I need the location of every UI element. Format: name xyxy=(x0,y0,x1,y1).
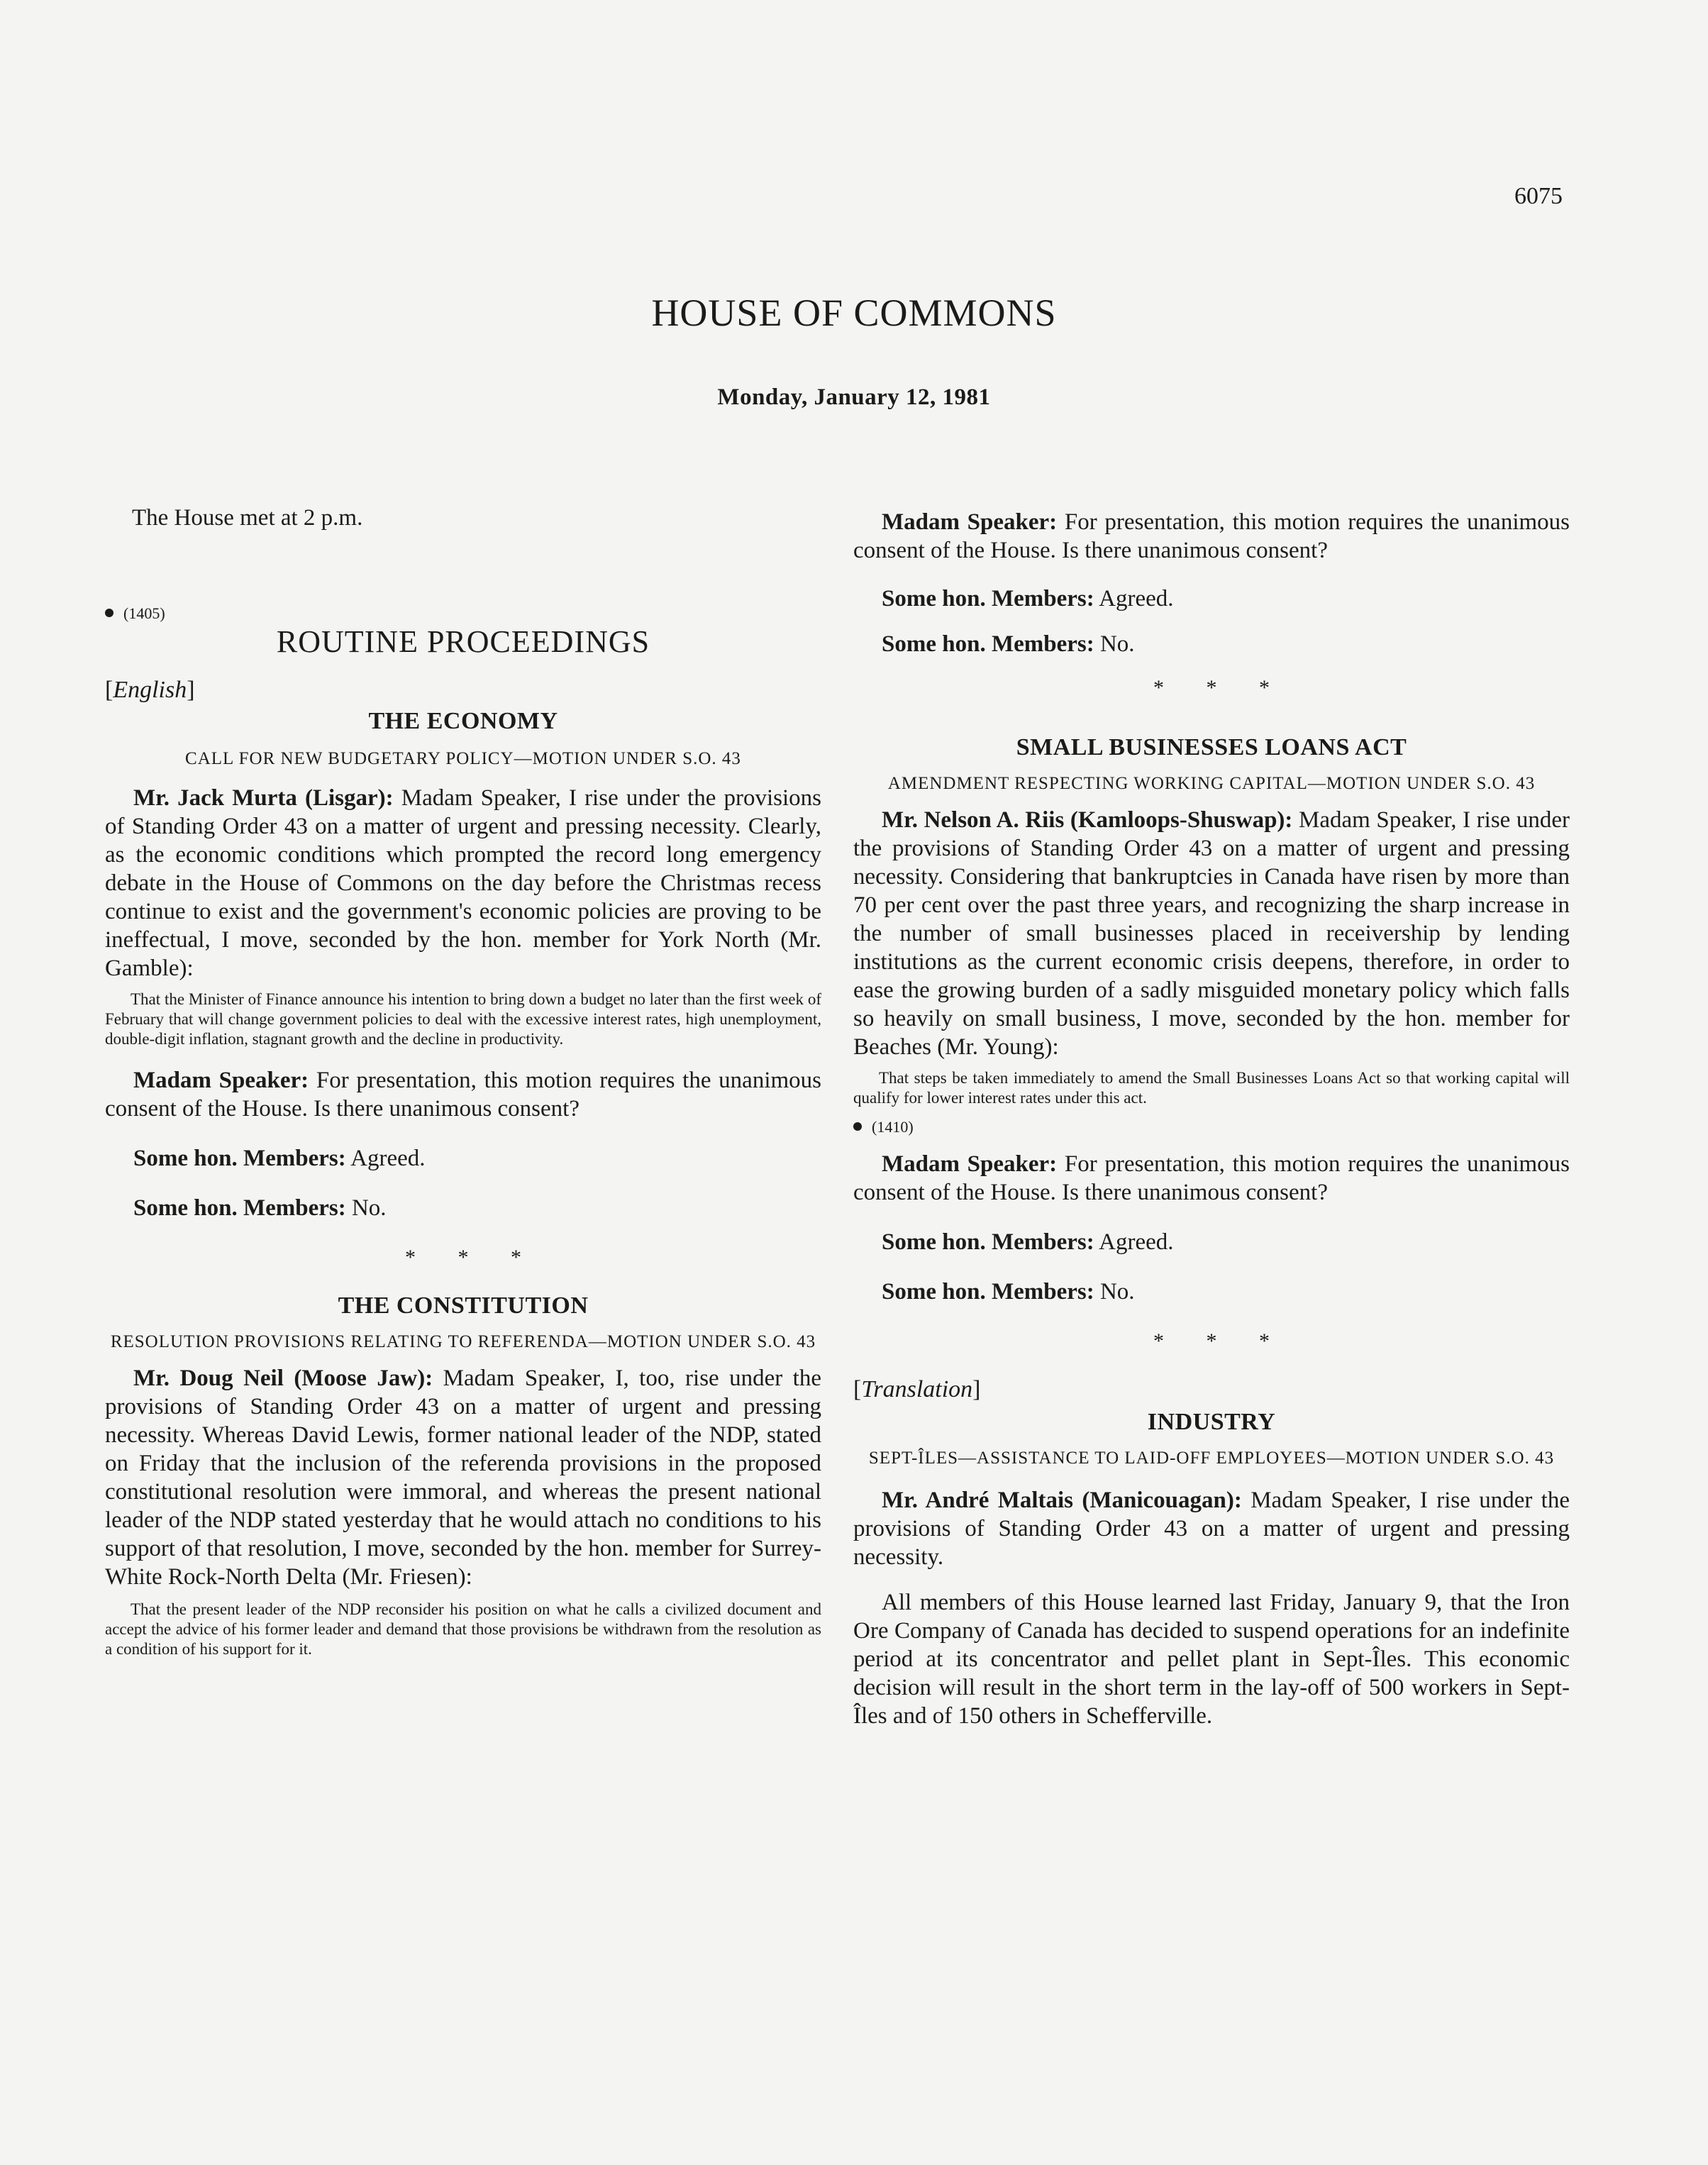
members-no: Some hon. Members: No. xyxy=(133,1195,387,1221)
speech-text: Madam Speaker, I rise under the provisions of Standing Order 43 on a matter of urgent and pressing necessity. xyxy=(853,1488,1570,1570)
maltais-speech xyxy=(853,1486,1570,1571)
page-header xyxy=(0,291,1708,411)
section-divider: * * * xyxy=(1153,676,1288,699)
opening-line: The House met at 2 p.m. xyxy=(132,505,363,531)
industry-subheading: SEPT-ÎLES—ASSISTANCE TO LAID-OFF EMPLOYEES—MOTION UNDER S.O. 43 xyxy=(868,1449,1555,1468)
constitution-subheading: RESOLUTION PROVISIONS RELATING TO REFERENDA—MOTION UNDER S.O. 43 xyxy=(110,1332,816,1351)
madam-speaker-statement: Madam Speaker: For presentation, this motion requires the unanimous consent of the House. Is there unanimous consent? xyxy=(853,1151,1570,1205)
bullet-icon xyxy=(853,1122,862,1131)
economy-motion: That the Minister of Finance announce his intention to bring down a budget no later than the first week of February that will change government policies to deal with the excessive interest rates, high unemployment, double-digit inflation, stagnant growth and the decline in productivity. xyxy=(105,990,821,1048)
speech-text: Madam Speaker, I rise under the provisions of Standing Order 43 on a matter of urgent and pressing necessity. Considering that bankruptcies in Canada have risen by more than 70 per cent over the past three years, and recognizing the sharp increase in the number of small businesses placed in receivership by lending institutions as the current economic crisis deepens, therefore, in order to ease the growing burden of a sadly misguided monetary policy which falls so heavily on small business, I move, seconded by the hon. member for Beaches (Mr. Young): xyxy=(853,807,1570,1060)
neil-speech xyxy=(105,1364,821,1591)
section-divider: * * * xyxy=(1153,1329,1288,1353)
page-title: HOUSE OF COMMONS xyxy=(651,292,1057,334)
madam-speaker-statement: Madam Speaker: For presentation, this motion requires the unanimous consent of the House. Is there unanimous consent? xyxy=(853,509,1570,563)
timestamp-1405: (1405) xyxy=(105,597,821,628)
left-column xyxy=(105,497,821,1659)
language-tag-english: [English] xyxy=(105,677,195,703)
industry-paragraph: All members of this House learned last Friday, January 9, that the Iron Ore Company of Canada has decided to suspend operations for an indefinite period at its concentrator and pellet plant in Sept-Îles. This economic decision will result in the short term in the lay-off of 500 workers in Sept-Îles and of 150 others in Schefferville. xyxy=(853,1590,1570,1729)
small-business-heading: SMALL BUSINESSES LOANS ACT xyxy=(1016,734,1407,760)
members-no: Some hon. Members: No. xyxy=(882,1279,1135,1305)
right-column xyxy=(853,497,1570,1730)
small-business-subheading: AMENDMENT RESPECTING WORKING CAPITAL—MOTION UNDER S.O. 43 xyxy=(887,774,1536,793)
speech-text: Madam Speaker, I rise under the provisions of Standing Order 43 on a matter of urgent and pressing necessity. Clearly, as the economic conditions which prompted the record long emergency debate in the House of Commons on the day before the Christmas recess continue to exist and the government's economic policies are proving to be ineffectual, I move, seconded by the hon. member for York North (Mr. Gamble): xyxy=(105,785,821,981)
sitting-date: Monday, January 12, 1981 xyxy=(717,384,991,410)
speaker-name: Mr. Nelson A. Riis (Kamloops-Shuswap): xyxy=(882,807,1293,833)
industry-heading: INDUSTRY xyxy=(1147,1409,1276,1435)
murta-speech xyxy=(105,784,821,982)
members-agreed: Some hon. Members: Agreed. xyxy=(882,1229,1174,1255)
routine-proceedings-heading: ROUTINE PROCEEDINGS xyxy=(276,624,650,659)
members-agreed: Some hon. Members: Agreed. xyxy=(882,586,1174,611)
speaker-name: Mr. Doug Neil (Moose Jaw): xyxy=(133,1366,433,1391)
small-business-motion: That steps be taken immediately to amend the Small Businesses Loans Act so that working capital will qualify for lower interest rates under this act. xyxy=(853,1069,1570,1107)
speech-text: Madam Speaker, I, too, rise under the provisions of Standing Order 43 on a matter of urgent and pressing necessity. Whereas David Lewis, former national leader of the NDP, stated on Friday that the inclusion of the referenda provisions in the proposed constitutional resolution were immoral, and whereas the present national leader of the NDP stated yesterday that he would attach no conditions to his support of that resolution, I move, seconded by the hon. member for Surrey-White Rock-North Delta (Mr. Friesen): xyxy=(105,1366,821,1590)
economy-heading: THE ECONOMY xyxy=(368,708,558,734)
economy-subheading: CALL FOR NEW BUDGETARY POLICY—MOTION UNDER S.O. 43 xyxy=(185,749,741,768)
timestamp-1410: (1410) xyxy=(853,1111,1570,1141)
constitution-motion: That the present leader of the NDP reconsider his position on what he calls a civilized document and accept the advice of his former leader and demand that those provisions be withdrawn from the resolution as a condition of his support for it. xyxy=(105,1600,821,1658)
bullet-icon xyxy=(105,609,113,617)
madam-speaker-statement: Madam Speaker: For presentation, this motion requires the unanimous consent of the House. Is there unanimous consent? xyxy=(105,1068,822,1122)
riis-speech xyxy=(853,806,1570,1061)
speaker-name: Mr. André Maltais (Manicouagan): xyxy=(882,1488,1242,1513)
constitution-heading: THE CONSTITUTION xyxy=(338,1292,589,1319)
section-divider: * * * xyxy=(405,1246,540,1269)
language-tag-translation: [Translation] xyxy=(853,1376,981,1402)
members-no: Some hon. Members: No. xyxy=(882,631,1135,657)
speaker-name: Mr. Jack Murta (Lisgar): xyxy=(133,785,394,811)
page-number: 6075 xyxy=(1514,183,1563,209)
members-agreed: Some hon. Members: Agreed. xyxy=(133,1146,426,1171)
